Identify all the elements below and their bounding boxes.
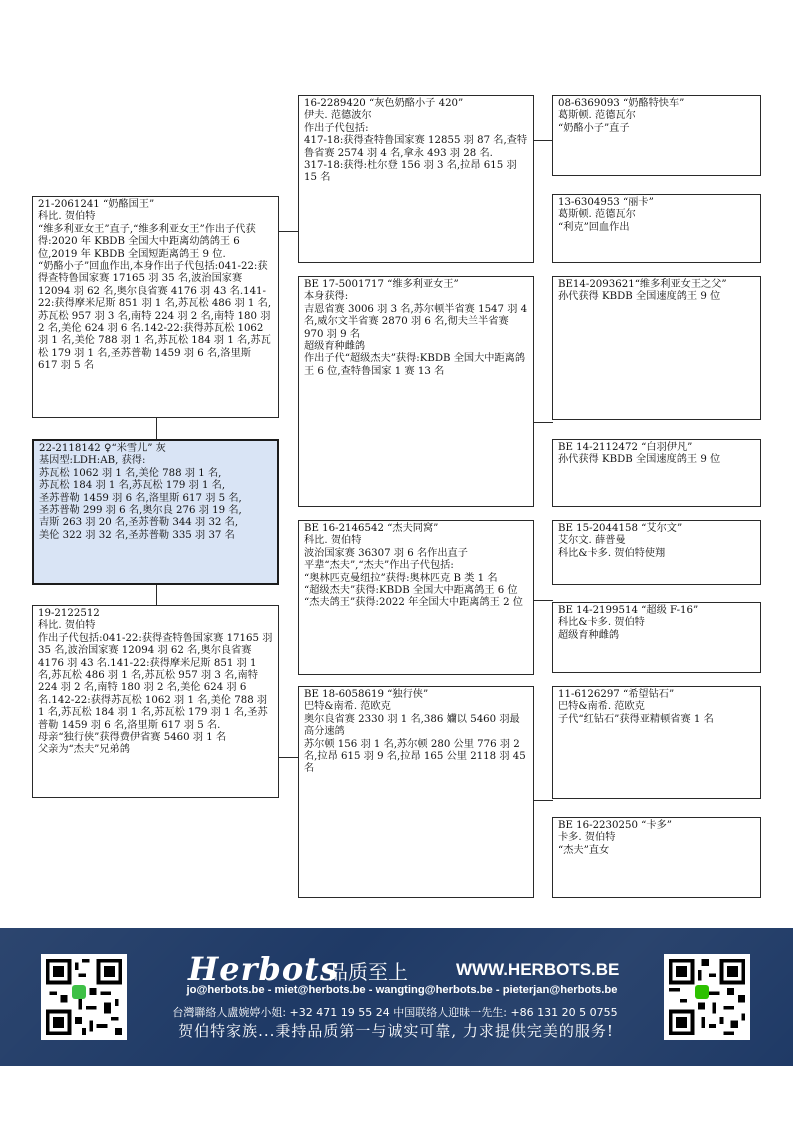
subject-card — [32, 439, 279, 585]
ggp-card-8 — [552, 817, 761, 898]
footer-slogan: 贺伯特家族...秉持品质第一与诚实可靠, 力求提供完美的服务! — [178, 1022, 614, 1040]
ggp-card-6 — [552, 602, 761, 673]
dam-sire-ring: BE 16-2146542 “杰夫同窝” — [304, 523, 439, 534]
ggp-details: 孙代获得 KBDB 全国速度鸽王 9 位 — [558, 291, 721, 303]
footer-banner — [0, 928, 793, 1066]
ggp-card-2 — [552, 194, 761, 263]
ggp-ring: BE14-2093621“维多利亚女王之父” — [558, 279, 727, 290]
ggp-ring: BE 16-2230250 “卡多” — [558, 820, 672, 831]
qr-code-icon[interactable] — [41, 954, 127, 1040]
ggp-card-3 — [552, 276, 761, 420]
wechat-icon — [695, 985, 709, 999]
sire-dam-card — [298, 276, 534, 507]
subject-details: 基因型:LDH:AB, 获得: 苏瓦松 1062 羽 1 名,美伦 788 羽 1 名, 苏瓦松 184 羽 1 名,苏瓦松 179 羽 1 名, 圣苏普勒 1459 羽 6 名,洛里斯 617 羽 5 名, 圣苏普勒 299 羽 6 名,奥尔良 276 羽 19 名, 吉斯 263 羽 20 名,圣苏普勒 344 羽 32 名, 美伦 322 羽 32 名,圣苏普勒 335 羽 37 名 — [39, 455, 242, 541]
ggp-ring: BE 14-2199514 “超级 F-16” — [558, 605, 699, 616]
connector — [533, 140, 553, 141]
ggp-details: 科比&卡多. 贺伯特 超级育种雌鸽 — [558, 617, 645, 641]
website-link[interactable]: WWW.HERBOTS.BE — [456, 960, 620, 979]
brand-tagline: 品质至上 — [328, 960, 408, 984]
ggp-card-4 — [552, 439, 761, 507]
subject-ring: 22-2118142 ♀“米雪儿” 灰 — [39, 443, 166, 454]
ggp-ring: 13-6304953 “丽卡” — [558, 197, 654, 208]
sire-sire-details: 伊夫. 范德波尔 作出子代包括: 417-18:获得查特鲁国家赛 12855 羽 87 名,查特鲁省赛 2574 羽 4 名,拿永 493 羽 28 名. 317-18:获得:杜尔登 156 羽 3 名,拉昂 615 羽 15 名 — [304, 110, 528, 184]
contact-phones: 台灣聯絡人盧婉婷小姐: +32 471 19 55 24 中国联络人迎昧一先生: +86 131 20 5 0755 — [172, 1006, 618, 1019]
dam-ring: 19-2122512 — [38, 608, 100, 619]
herbots-logo: Herbots — [188, 950, 339, 988]
contact-emails[interactable]: jo@herbots.be - miet@herbots.be - wangting@herbots.be - pieterjan@herbots.be — [186, 984, 618, 996]
sire-sire-ring: 16-2289420 “灰色奶酪小子 420” — [304, 98, 464, 109]
ggp-ring: BE 15-2044158 “艾尔文” — [558, 523, 683, 534]
connector — [533, 800, 553, 801]
line-app-icon — [72, 985, 86, 999]
ggp-card-1 — [552, 95, 761, 176]
ggp-card-7 — [552, 686, 761, 799]
sire-dam-details: 本身获得: 吉恩省赛 3006 羽 3 名,苏尔顿半省赛 1547 羽 4 名,威尔文半省赛 2870 羽 6 名,彻夫兰半省赛 970 羽 9 名 超级育种雌鸽 作出子代“超级杰夫”获得:KBDB 全国大中距离鸽王 6 位,查特鲁国家 1 赛 13 名 — [304, 291, 528, 377]
sire-sire-card — [298, 95, 534, 263]
qr-code-icon[interactable] — [664, 954, 750, 1040]
dam-dam-details: 巴特&南希. 范欧克 奥尔良省赛 2330 羽 1 名,386 孏以 5460 羽最高分速鸽 苏尔顿 156 羽 1 名,苏尔顿 280 公里 776 羽 2 名,拉昂 615 羽 9 名,拉昂 165 公里 2118 羽 45 名 — [304, 701, 526, 775]
ggp-details: 孙代获得 KBDB 全国速度鸽王 9 位 — [558, 454, 721, 466]
connector — [156, 585, 157, 605]
dam-sire-details: 科比. 贺伯特 波治国家赛 36307 羽 6 名作出直子 平辈“杰夫”,“杰夫”作出子代包括: “奥林匹克曼纽拉”获得:奥林匹克 B 类 1 名 “超级杰夫”获得:KBDB 全国大中距离鸽王 6 位 “杰夫鸽王”获得:2022 年全国大中距离鸽王 2 位 — [304, 535, 523, 609]
dam-dam-ring: BE 18-6058619 “独行侠” — [304, 689, 429, 700]
sire-card — [32, 196, 279, 418]
connector — [533, 422, 553, 423]
connector — [278, 757, 298, 758]
dam-sire-card — [298, 520, 534, 675]
ggp-details: 葛斯顿. 范德瓦尔 “奶酪小子”直子 — [558, 110, 636, 134]
connector — [533, 600, 553, 601]
dam-details: 科比. 贺伯特 作出子代包括:041-22:获得查特鲁国家赛 17165 羽 35 名,波治国家赛 12094 羽 62 名,奥尔良省赛 4176 羽 43 名.141-22:获得摩米尼斯 851 羽 1 名,苏瓦松 486 羽 1 名,苏瓦松 957 羽 3 名,南特 224 羽 2 名,南特 180 羽 2 名,美伦 624 羽 6 名.142-22:获得苏瓦松 1062 羽 1 名,美伦 788 羽 1 名,苏瓦松 184 羽 1 名,苏瓦松 179 羽 1 名,圣苏普勒 1459 羽 6 名,洛里斯 617 羽 5 名. 母亲“独行侠”获得费伊省赛 5460 羽 1 名 父亲为“杰夫”兄弟鸽 — [38, 620, 273, 756]
dam-card — [32, 605, 279, 798]
sire-details: 科比. 贺伯特 “维多利亚女王”直子,“维多利亚女王”作出子代获得:2020 年 KBDB 全国大中距离幼鸽鸽王 6 位,2019 年 KBDB 全国短距离鸽王 9 位. “奶酪小子”回血作出,本身作出子代包括:041-22:获得查特鲁国家赛 17165 羽 35 名,波治国家赛 12094 羽 62 名,奥尔良省赛 4176 羽 43 名.141-22:获得摩米尼斯 851 羽 1 名,苏瓦松 486 羽 1 名,苏瓦松 957 羽 3 名,南特 224 羽 2 名,南特 180 羽 2 名,美伦 624 羽 6 名.142-22:获得苏瓦松 1062 羽 1 名,美伦 788 羽 1 名,苏瓦松 184 羽 1 名,苏瓦松 179 羽 1 名,圣苏普勒 1459 羽 6 名,洛里斯 617 羽 5 名 — [38, 211, 272, 372]
ggp-details: 巴特&南希. 范欧克 子代“红钻石”获得亚精顿省赛 1 名 — [558, 701, 714, 725]
ggp-card-5 — [552, 520, 761, 585]
ggp-ring: 11-6126297 “希望钻石” — [558, 689, 675, 700]
connector — [278, 231, 298, 232]
ggp-details: 卡多. 贺伯特 “杰夫”直女 — [558, 832, 616, 856]
sire-dam-ring: BE 17-5001717 “维多利亚女王” — [304, 279, 459, 290]
ggp-ring: BE 14-2112472 “白羽伊凡” — [558, 442, 693, 453]
sire-ring: 21-2061241 “奶酪国王” — [38, 199, 155, 210]
ggp-ring: 08-6369093 “奶酪特快车” — [558, 98, 685, 109]
connector — [156, 417, 157, 439]
dam-dam-card — [298, 686, 534, 898]
ggp-details: 艾尔文. 薛普曼 科比&卡多. 贺伯特使翔 — [558, 535, 666, 559]
ggp-details: 葛斯顿. 范德瓦尔 “利克”回血作出 — [558, 209, 636, 233]
